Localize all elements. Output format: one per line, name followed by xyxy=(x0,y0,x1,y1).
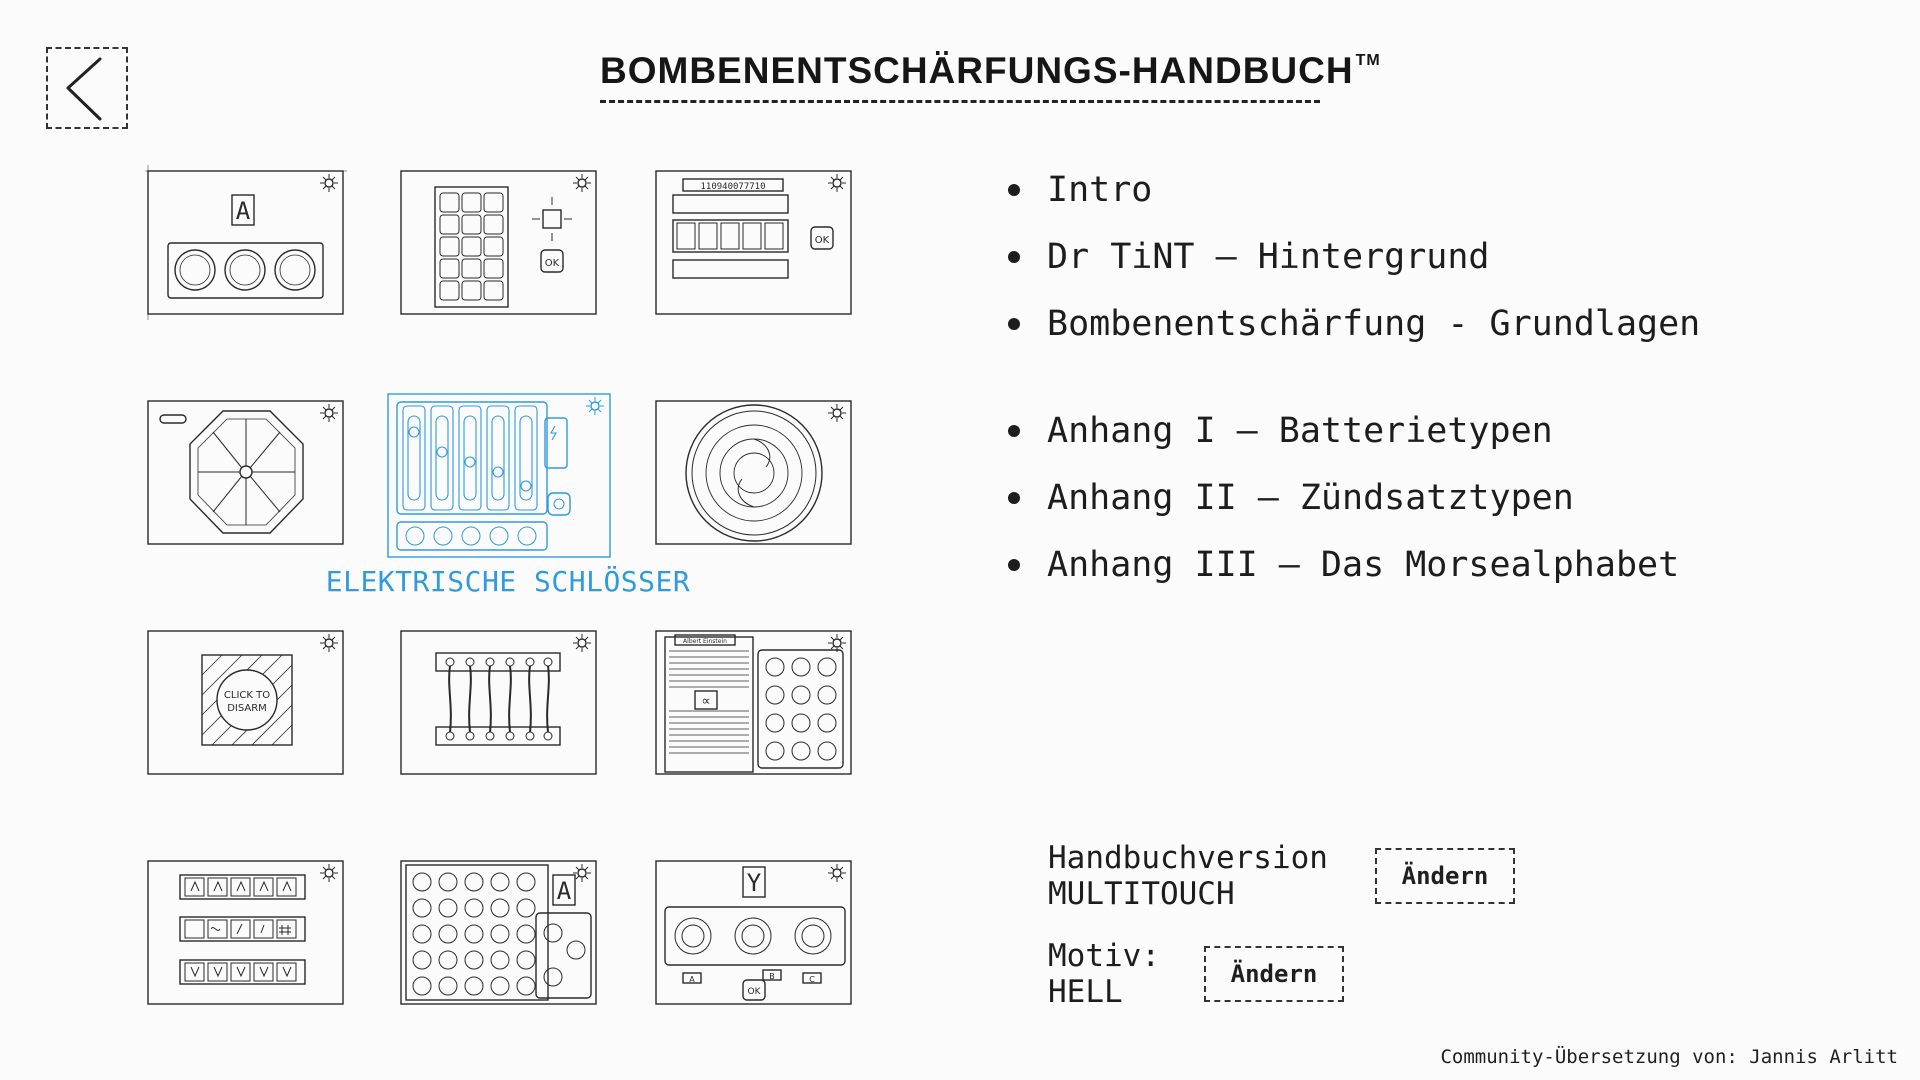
module-disarm-button[interactable] xyxy=(145,625,347,780)
back-button[interactable] xyxy=(46,47,128,129)
theme-label: Motiv: xyxy=(1048,938,1160,974)
manual-version-setting xyxy=(1048,840,1328,912)
knob-label-c: C xyxy=(809,975,815,984)
module-symbol-sequence[interactable] xyxy=(145,855,347,1010)
toc-item-appendix-2[interactable] xyxy=(1000,468,1760,528)
theme-setting xyxy=(1048,938,1160,1010)
bullet-icon xyxy=(1008,559,1020,571)
memory-tag-text: Albert Einstein xyxy=(683,638,727,645)
module-code-dials[interactable] xyxy=(653,165,855,320)
module-dial-disc[interactable] xyxy=(653,395,855,550)
disarm-label-line2: DISARM xyxy=(227,703,267,714)
module-ok-label: OK xyxy=(544,258,560,269)
toc-item-label: Bombenentschärfung - Grundlagen xyxy=(1047,304,1701,344)
module-ok-label: OK xyxy=(814,235,830,246)
sun-icon xyxy=(320,174,338,192)
bullet-icon xyxy=(1008,492,1020,504)
page-title xyxy=(600,50,1381,92)
translation-credit: Community-Übersetzung von: Jannis Arlitt xyxy=(1440,1046,1898,1068)
bullet-icon xyxy=(1008,251,1020,263)
toc-item-basics[interactable] xyxy=(1000,294,1760,354)
sun-icon xyxy=(320,404,338,422)
toc-item-background[interactable] xyxy=(1000,227,1760,287)
table-of-contents xyxy=(1000,160,1760,602)
manual-version-label: Handbuchversion xyxy=(1048,840,1328,876)
sun-icon xyxy=(828,404,846,422)
sun-icon xyxy=(320,634,338,652)
module-three-knobs[interactable] xyxy=(653,855,855,1010)
knobs-letter-glyph: Y xyxy=(746,869,762,897)
module-code-text: 110940077710 xyxy=(700,182,766,192)
knob-label-a: A xyxy=(689,975,695,984)
matrix-letter-glyph: A xyxy=(556,877,572,905)
disarm-label-line1: CLICK TO xyxy=(223,690,271,701)
bullet-icon xyxy=(1008,318,1020,330)
toc-item-label: Anhang II – Zündsatztypen xyxy=(1047,478,1574,518)
module-wires[interactable] xyxy=(398,625,600,780)
toc-item-appendix-3[interactable] xyxy=(1000,535,1760,595)
toc-item-label: Dr TiNT – Hintergrund xyxy=(1047,237,1490,277)
toc-item-label: Intro xyxy=(1047,170,1153,210)
sun-icon xyxy=(828,634,846,652)
page-header xyxy=(600,50,1381,103)
module-circle-matrix[interactable] xyxy=(398,855,600,1010)
sun-icon xyxy=(573,864,591,882)
sun-icon xyxy=(320,864,338,882)
change-theme-button[interactable]: Ändern xyxy=(1204,946,1344,1002)
page-title-text: BOMBENENTSCHÄRFUNGS-HANDBUCH xyxy=(600,50,1354,91)
sun-icon xyxy=(586,397,604,415)
knob-label-b: B xyxy=(769,972,775,981)
sun-icon xyxy=(573,174,591,192)
toc-item-label: Anhang III – Das Morsealphabet xyxy=(1047,545,1680,585)
chevron-left-icon xyxy=(48,49,126,127)
title-underline xyxy=(600,100,1320,103)
manual-version-value: MULTITOUCH xyxy=(1048,876,1235,912)
toc-spacer xyxy=(1000,361,1760,401)
module-ok-label: OK xyxy=(747,987,761,997)
toc-item-intro[interactable] xyxy=(1000,160,1760,220)
sun-icon xyxy=(828,864,846,882)
selected-module-caption: ELEKTRISCHE SCHLÖSSER xyxy=(325,565,691,598)
toc-item-label: Anhang I – Batterietypen xyxy=(1047,411,1553,451)
bullet-icon xyxy=(1008,425,1020,437)
sun-icon xyxy=(828,174,846,192)
module-letter-buttons[interactable] xyxy=(145,165,347,320)
trademark-mark: TM xyxy=(1355,52,1381,69)
module-octagon-wheel[interactable] xyxy=(145,395,347,550)
module-electric-locks[interactable] xyxy=(385,388,615,563)
module-memory-panel[interactable] xyxy=(653,625,855,780)
module-keypad-grid[interactable] xyxy=(398,165,600,320)
module-letter-glyph: A xyxy=(235,197,251,225)
change-version-button[interactable]: Ändern xyxy=(1375,848,1515,904)
sun-icon xyxy=(573,634,591,652)
theme-value: HELL xyxy=(1048,974,1123,1010)
bullet-icon xyxy=(1008,184,1020,196)
toc-item-appendix-1[interactable] xyxy=(1000,401,1760,461)
memory-symbol: ∝ xyxy=(701,694,711,709)
